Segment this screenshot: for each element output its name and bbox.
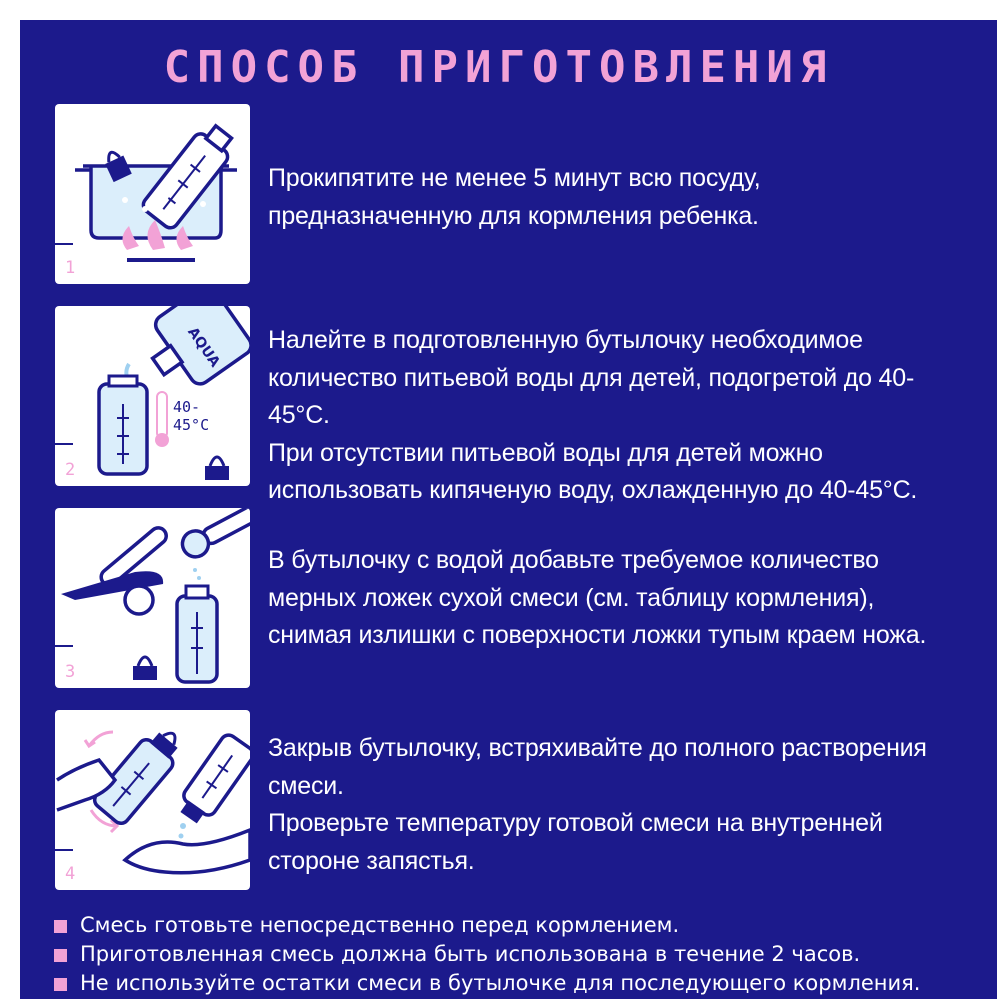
step-text-line: стороне запястья. [268, 846, 475, 875]
step-text-line: Прокипятите не менее 5 минут всю посуду, [268, 164, 761, 192]
note-text: Приготовленная смесь должна быть использована в течение 2 часов. [80, 942, 861, 966]
bullet-square-icon [54, 949, 67, 962]
boiling-pot-icon [55, 104, 250, 284]
step-text-line: снимая излишки с поверхности ложки тупым краем ножа. [268, 621, 927, 649]
notes-list [54, 911, 984, 998]
step-2-illustration [55, 306, 250, 486]
list-item [54, 969, 984, 998]
note-text: Не используйте остатки смеси в бутылочке для последующего кормления. [80, 971, 921, 995]
step-3-text [268, 542, 968, 655]
note-text: Смесь готовьте непосредственно перед кормлением. [80, 913, 680, 937]
thermometer-label: 40- [173, 398, 201, 416]
step-2-text [268, 322, 968, 510]
step-3-illustration [55, 508, 250, 688]
list-item [54, 940, 984, 969]
step-text-line: мерных ложек сухой смеси (см. таблицу кормления), [268, 583, 875, 612]
step-4-illustration [55, 710, 250, 890]
step-text-line: При отсутствии питьевой воды для детей можно [268, 438, 823, 467]
list-item [54, 911, 984, 940]
thermometer-label: 45°C [173, 416, 210, 434]
measure-powder-icon [55, 508, 250, 688]
step-text-line: смеси. [268, 771, 344, 800]
pour-water-icon [55, 306, 250, 486]
step-number: 1 [65, 258, 76, 278]
bottle-label: AQUA [184, 324, 223, 371]
bullet-square-icon [54, 920, 67, 933]
step-text-line: количество питьевой воды для детей, подогретой до 40-45°С. [268, 363, 915, 429]
step-text-line: Проверьте температуру готовой смеси на внутренней [268, 809, 883, 837]
step-4-text [268, 730, 968, 880]
step-text-line: Налейте в подготовленную бутылочку необходимое [268, 326, 863, 354]
step-text-line: использовать кипяченую воду, охлажденную до 40-45°С. [268, 476, 918, 504]
bullet-square-icon [54, 978, 67, 991]
page-title: СПОСОБ ПРИГОТОВЛЕНИЯ [163, 42, 834, 93]
step-number: 4 [65, 864, 76, 884]
step-text-line: В бутылочку с водой добавьте требуемое количество [268, 546, 879, 574]
step-1-text [268, 160, 968, 235]
shake-bottle-icon [55, 710, 250, 890]
step-text-line: предназначенную для кормления ребенка. [268, 201, 759, 230]
step-1-illustration [55, 104, 250, 284]
step-text-line: Закрыв бутылочку, встряхивайте до полного растворения [268, 734, 927, 762]
step-number: 3 [65, 662, 76, 682]
step-number: 2 [65, 460, 76, 480]
